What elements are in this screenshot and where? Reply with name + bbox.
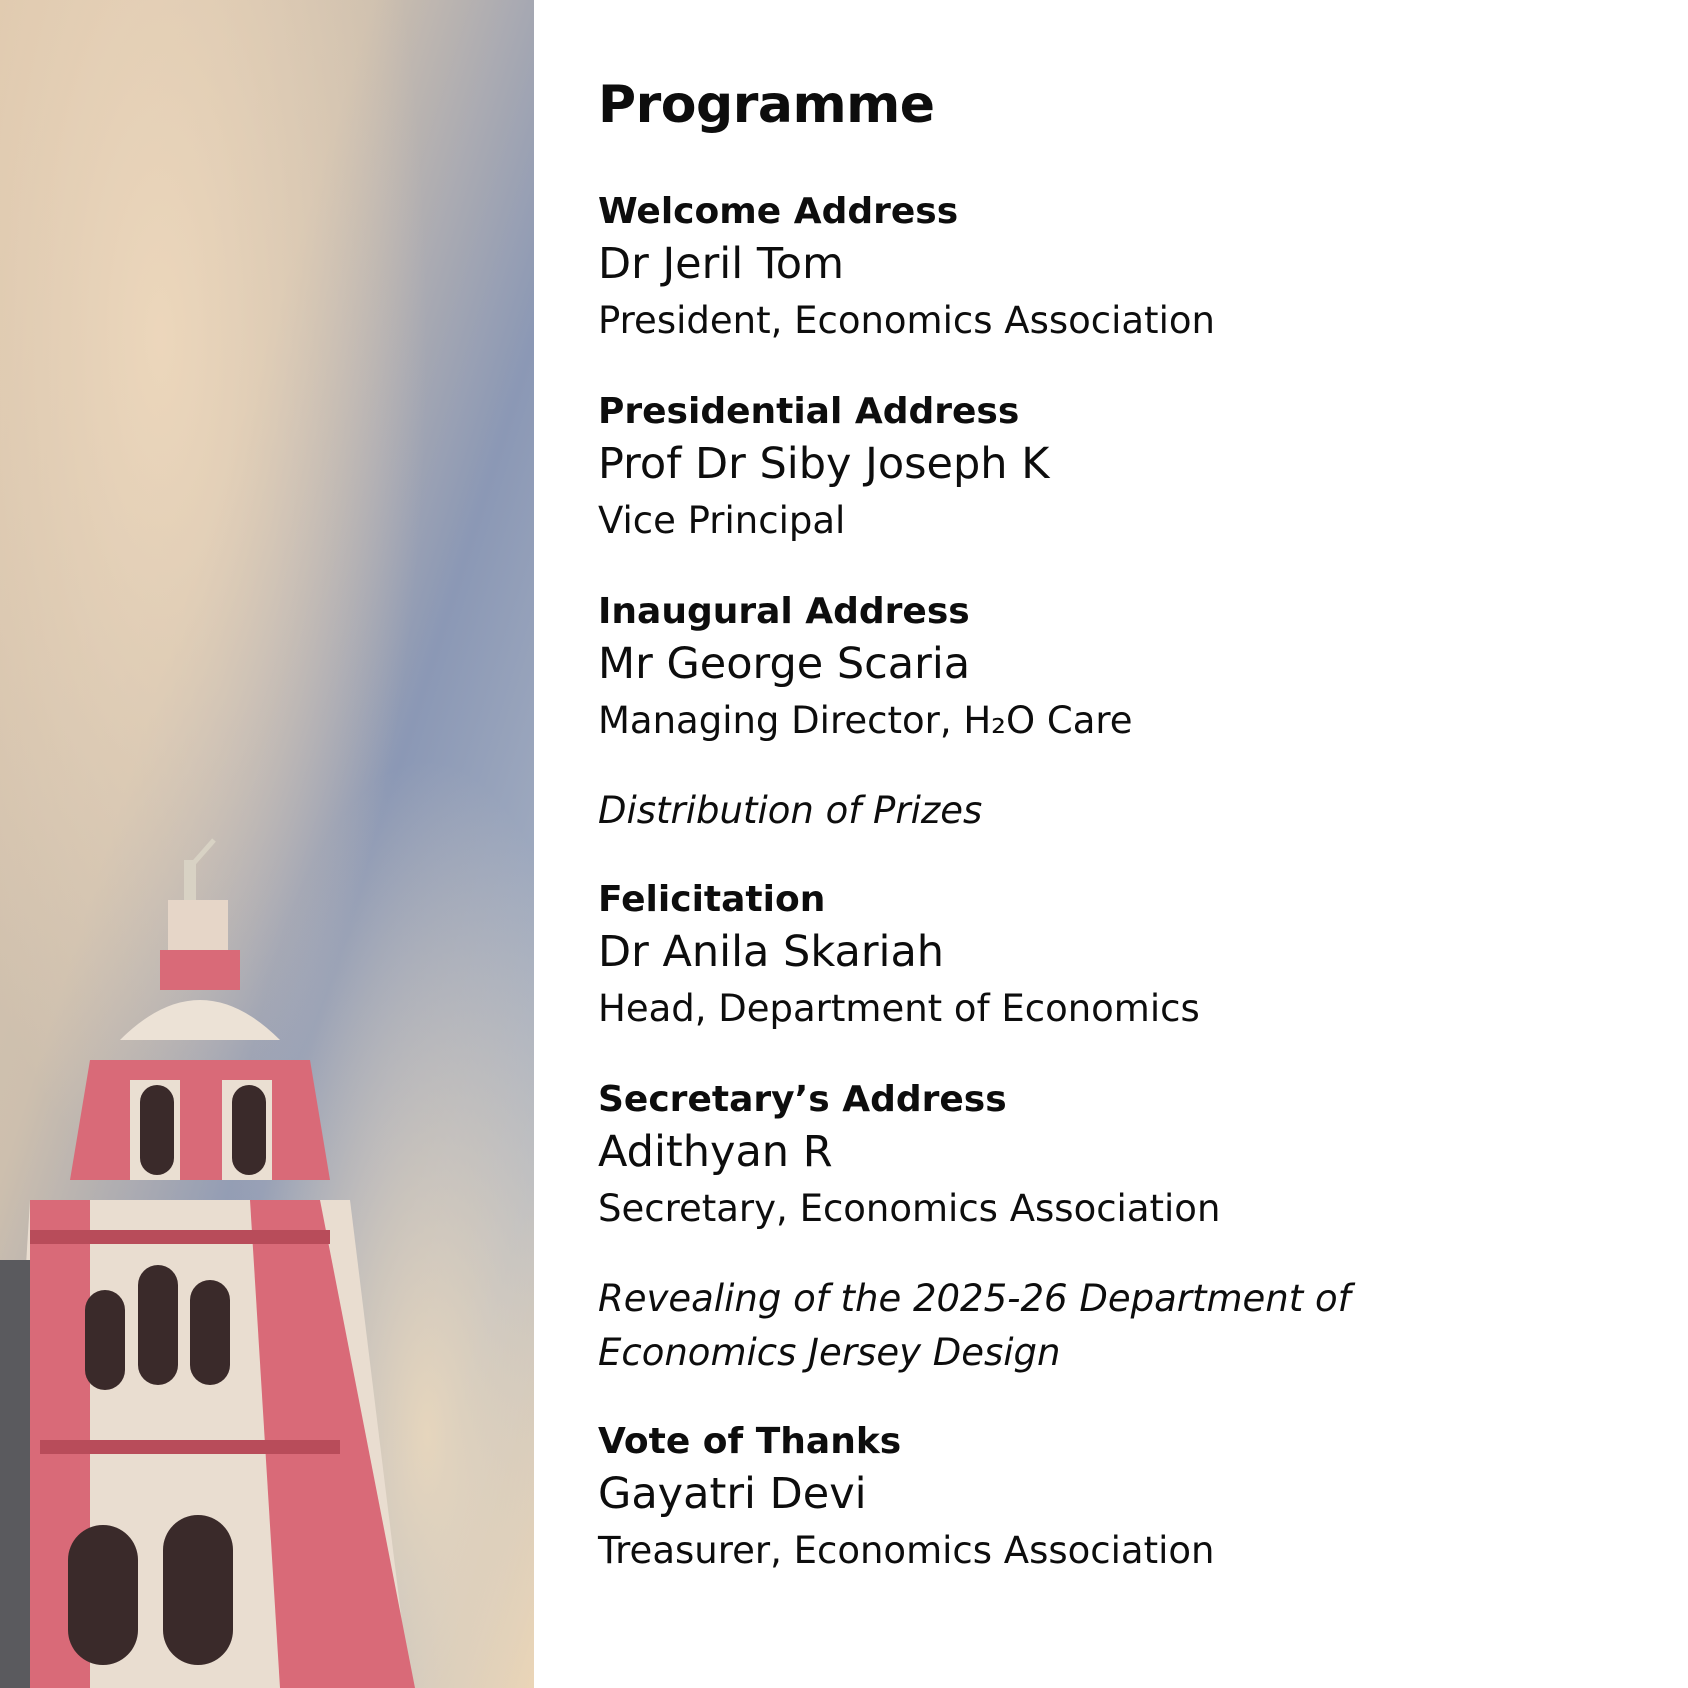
page-title: Programme <box>598 75 935 135</box>
programme-item-presidential <box>598 388 1638 550</box>
speaker-role: Managing Director, H₂O Care <box>598 699 1133 742</box>
item-heading: Felicitation <box>598 879 826 920</box>
speaker-role: Treasurer, Economics Association <box>598 1529 1215 1572</box>
speaker-role: President, Economics Association <box>598 299 1215 342</box>
speaker-name: Dr Anila Skariah <box>598 927 945 977</box>
speaker-name: Adithyan R <box>598 1127 833 1177</box>
speaker-role: Vice Principal <box>598 499 846 542</box>
speaker-role: Secretary, Economics Association <box>598 1187 1221 1230</box>
programme-item-welcome <box>598 188 1638 350</box>
item-heading: Secretary’s Address <box>598 1079 1007 1120</box>
speaker-name: Gayatri Devi <box>598 1469 867 1519</box>
programme-note: Revealing of the 2025-26 Department of Economics Jersey Design <box>598 1277 1351 1374</box>
programme-item-thanks <box>598 1418 1638 1580</box>
item-heading: Welcome Address <box>598 191 959 232</box>
programme-item-prizes <box>598 784 1638 838</box>
speaker-name: Prof Dr Siby Joseph K <box>598 439 1050 489</box>
programme-item-inaugural <box>598 588 1638 750</box>
programme-item-felicitation <box>598 876 1638 1038</box>
programme-item-jersey <box>598 1272 1638 1380</box>
programme-content <box>598 70 1638 1618</box>
item-heading: Inaugural Address <box>598 591 970 632</box>
item-heading: Vote of Thanks <box>598 1421 902 1462</box>
speaker-name: Mr George Scaria <box>598 639 971 689</box>
programme-item-secretary <box>598 1076 1638 1238</box>
speaker-role: Head, Department of Economics <box>598 987 1200 1030</box>
speaker-name: Dr Jeril Tom <box>598 239 844 289</box>
item-heading: Presidential Address <box>598 391 1020 432</box>
tower-illustration <box>0 0 534 1688</box>
church-tower-photo <box>0 0 534 1688</box>
programme-note: Distribution of Prizes <box>598 789 983 832</box>
